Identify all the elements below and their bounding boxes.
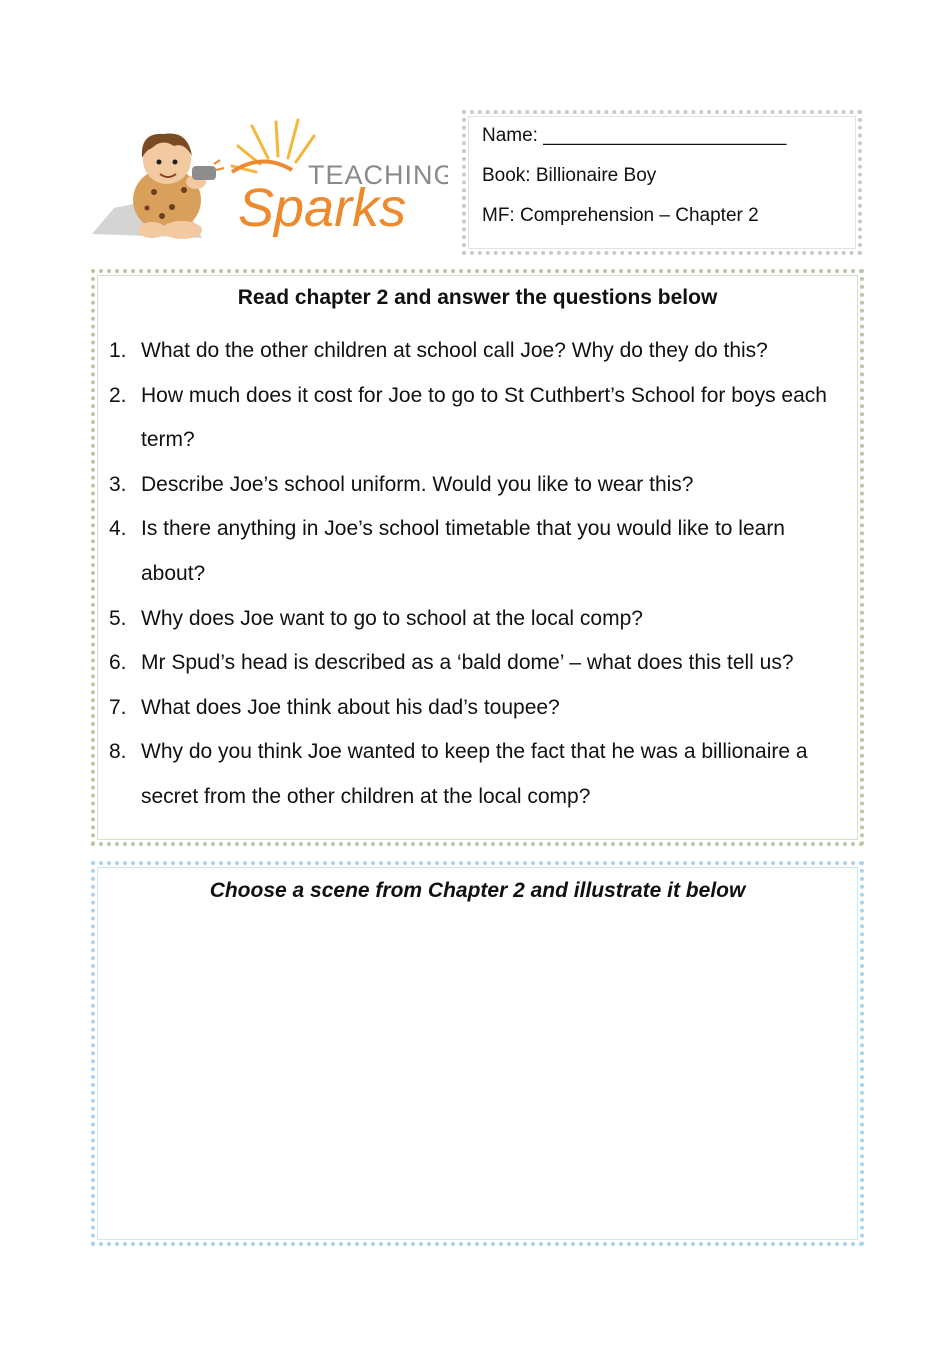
question-item bbox=[109, 507, 849, 596]
question-item bbox=[109, 730, 849, 819]
logo-wordmark-bottom: Sparks bbox=[238, 178, 407, 238]
question-number: 1. bbox=[109, 339, 127, 362]
question-item bbox=[109, 329, 849, 374]
question-number: 8. bbox=[109, 740, 127, 764]
question-text: What does Joe think about his dad’s toupee? bbox=[141, 695, 560, 719]
book-title: Book: Billionaire Boy bbox=[482, 165, 657, 186]
question-text: Mr Spud’s head is described as a ‘bald dome’ – what does this tell us? bbox=[141, 651, 794, 675]
question-item bbox=[109, 597, 849, 642]
question-item bbox=[109, 686, 849, 731]
question-text: Describe Joe’s school uniform. Would you like to wear this? bbox=[141, 472, 694, 496]
question-text: How much does it cost for Joe to go to St Cuthbert’s School for boys each term? bbox=[141, 383, 827, 452]
teaching-sparks-logo bbox=[92, 112, 448, 252]
question-item bbox=[109, 641, 849, 686]
question-number: 6. bbox=[109, 651, 127, 675]
questions-title: Read chapter 2 and answer the questions below bbox=[237, 286, 718, 309]
logo-wordmark-top: TEACHING bbox=[308, 160, 448, 190]
questions-list bbox=[109, 329, 849, 820]
illustration-area[interactable] bbox=[91, 861, 864, 1246]
question-item bbox=[109, 463, 849, 508]
illustration-title: Choose a scene from Chapter 2 and illustrate it below bbox=[209, 879, 746, 902]
question-number: 3. bbox=[109, 472, 127, 496]
question-text: Why does Joe want to go to school at the local comp? bbox=[141, 606, 643, 630]
question-number: 5. bbox=[109, 606, 127, 630]
question-number: 4. bbox=[109, 517, 127, 541]
question-item bbox=[109, 374, 849, 463]
question-text: Is there anything in Joe’s school timetable that you would like to learn about? bbox=[141, 517, 785, 585]
question-text: Why do you think Joe wanted to keep the fact that he was a billionaire a secret from the other children at the local comp? bbox=[141, 740, 808, 808]
questions-section bbox=[91, 269, 864, 846]
question-text: What do the other children at school call Joe? Why do they do this? bbox=[141, 339, 768, 362]
caveman-mascot-icon bbox=[92, 112, 448, 252]
student-info-box bbox=[462, 110, 862, 255]
worksheet-subject: MF: Comprehension – Chapter 2 bbox=[482, 205, 759, 226]
question-number: 2. bbox=[109, 383, 127, 407]
question-number: 7. bbox=[109, 695, 127, 719]
name-field[interactable]: Name: _______________________ bbox=[482, 125, 787, 146]
